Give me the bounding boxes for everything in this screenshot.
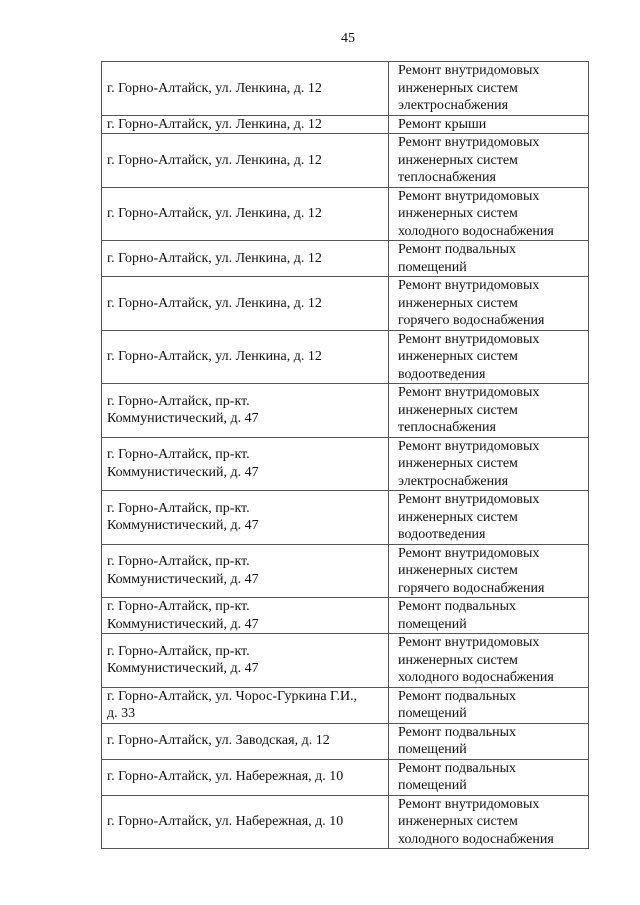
address-cell-line: г. Горно-Алтайск, ул. Ленкина, д. 12 bbox=[107, 295, 322, 311]
table-row bbox=[102, 330, 589, 384]
work-type-cell bbox=[389, 759, 589, 795]
work-type-cell-line: Ремонт подвальных bbox=[398, 599, 517, 614]
address-cell-line: г. Горно-Алтайск, ул. Ленкина, д. 12 bbox=[107, 206, 322, 221]
address-cell bbox=[102, 330, 389, 384]
work-type-cell bbox=[389, 723, 589, 759]
work-type-cell bbox=[389, 187, 589, 241]
work-type-cell-line: инженерных систем bbox=[398, 814, 518, 829]
work-type-cell-line: Ремонт подвальных bbox=[398, 760, 517, 776]
address-cell bbox=[102, 277, 389, 331]
address-cell bbox=[102, 115, 389, 134]
address-cell-line: г. Горно-Алтайск, пр-кт. bbox=[107, 500, 250, 516]
table-row bbox=[102, 62, 589, 116]
work-type-cell-line: Ремонт крыши bbox=[398, 116, 487, 132]
work-type-cell-line: горячего водоснабжения bbox=[398, 313, 545, 328]
address-cell-line: г. Горно-Алтайск, пр-кт. bbox=[107, 643, 250, 659]
table-row bbox=[102, 384, 589, 438]
work-type-cell-line: водоотведения bbox=[398, 527, 486, 542]
table-row bbox=[102, 795, 589, 849]
work-type-cell-line: холодного водоснабжения bbox=[398, 831, 554, 847]
address-cell-line: г. Горно-Алтайск, ул. Ленкина, д. 12 bbox=[107, 250, 322, 266]
address-cell bbox=[102, 759, 389, 795]
work-type-cell-line: инженерных систем bbox=[398, 456, 518, 471]
address-cell-line: Коммунистический, д. 47 bbox=[107, 571, 259, 587]
work-type-cell-line: помещений bbox=[398, 706, 467, 721]
work-type-cell-line: инженерных систем bbox=[398, 349, 518, 364]
work-type-cell-line: Ремонт внутридомовых bbox=[398, 278, 540, 293]
table-row bbox=[102, 491, 589, 545]
work-type-cell bbox=[389, 687, 589, 723]
work-type-cell-line: помещений bbox=[398, 616, 467, 632]
work-type-cell bbox=[389, 277, 589, 331]
table-row bbox=[102, 759, 589, 795]
work-type-cell-line: Ремонт внутридомовых bbox=[398, 796, 540, 812]
address-cell-line: г. Горно-Алтайск, пр-кт. bbox=[107, 393, 250, 409]
work-type-cell-line: Ремонт внутридомовых bbox=[398, 331, 540, 347]
address-cell-line: д. 33 bbox=[107, 706, 136, 721]
address-cell-line: г. Горно-Алтайск, ул. Чорос-Гуркина Г.И., bbox=[107, 688, 358, 704]
work-type-cell bbox=[389, 491, 589, 545]
address-cell-line: г. Горно-Алтайск, ул. Набережная, д. 10 bbox=[107, 769, 344, 785]
address-cell bbox=[102, 491, 389, 545]
address-cell-line: г. Горно-Алтайск, пр-кт. bbox=[107, 554, 250, 570]
work-type-cell-line: Ремонт внутридомовых bbox=[398, 188, 540, 204]
work-type-cell bbox=[389, 330, 589, 384]
work-type-cell-line: инженерных систем bbox=[398, 152, 518, 168]
work-type-cell-line: электроснабжения bbox=[398, 473, 509, 489]
address-cell bbox=[102, 437, 389, 491]
work-type-cell bbox=[389, 634, 589, 688]
address-cell-line: г. Горно-Алтайск, пр-кт. bbox=[107, 447, 250, 463]
work-type-cell-line: Ремонт подвальных bbox=[398, 688, 517, 704]
work-type-cell-line: инженерных систем bbox=[398, 402, 518, 418]
work-type-cell-line: Ремонт внутридомовых bbox=[398, 438, 540, 454]
work-type-cell bbox=[389, 598, 589, 634]
address-cell bbox=[102, 62, 389, 116]
work-type-cell-line: помещений bbox=[398, 742, 467, 757]
address-cell bbox=[102, 598, 389, 634]
table-row bbox=[102, 277, 589, 331]
address-cell-line: г. Горно-Алтайск, ул. Заводская, д. 12 bbox=[107, 733, 330, 749]
work-type-cell bbox=[389, 134, 589, 188]
work-type-cell bbox=[389, 544, 589, 598]
address-cell bbox=[102, 687, 389, 723]
table-row bbox=[102, 437, 589, 491]
work-type-cell-line: Ремонт внутридомовых bbox=[398, 385, 540, 400]
table-row bbox=[102, 187, 589, 241]
address-cell-line: Коммунистический, д. 47 bbox=[107, 411, 259, 427]
work-type-cell-line: Ремонт подвальных bbox=[398, 242, 517, 257]
work-type-cell-line: инженерных систем bbox=[398, 206, 518, 221]
table-row bbox=[102, 241, 589, 277]
address-cell-line: г. Горно-Алтайск, ул. Ленкина, д. 12 bbox=[107, 152, 322, 168]
address-cell-line: г. Горно-Алтайск, ул. Набережная, д. 10 bbox=[107, 814, 344, 829]
table-row bbox=[102, 598, 589, 634]
repair-works-table bbox=[101, 61, 589, 849]
work-type-cell-line: помещений bbox=[398, 259, 467, 275]
work-type-cell bbox=[389, 384, 589, 438]
address-cell bbox=[102, 187, 389, 241]
address-cell-line: г. Горно-Алтайск, ул. Ленкина, д. 12 bbox=[107, 80, 322, 96]
address-cell bbox=[102, 795, 389, 849]
work-type-cell-line: водоотведения bbox=[398, 366, 486, 382]
work-type-cell-line: инженерных систем bbox=[398, 652, 518, 668]
address-cell-line: Коммунистический, д. 47 bbox=[107, 661, 259, 677]
address-cell bbox=[102, 384, 389, 438]
address-cell bbox=[102, 634, 389, 688]
work-type-cell-line: инженерных систем bbox=[398, 295, 518, 311]
address-cell-line: Коммунистический, д. 47 bbox=[107, 518, 259, 534]
work-type-cell-line: инженерных систем bbox=[398, 509, 518, 525]
address-cell-line: г. Горно-Алтайск, пр-кт. bbox=[107, 599, 250, 614]
work-type-cell bbox=[389, 795, 589, 849]
page-number: 45 bbox=[341, 31, 355, 46]
address-cell bbox=[102, 544, 389, 598]
work-type-cell-line: помещений bbox=[398, 778, 467, 793]
address-cell bbox=[102, 723, 389, 759]
address-cell-line: Коммунистический, д. 47 bbox=[107, 464, 259, 480]
work-type-cell-line: Ремонт внутридомовых bbox=[398, 635, 540, 650]
table-row bbox=[102, 687, 589, 723]
work-type-cell bbox=[389, 62, 589, 116]
table-row bbox=[102, 634, 589, 688]
work-type-cell-line: Ремонт внутридомовых bbox=[398, 545, 540, 561]
work-type-cell-line: электроснабжения bbox=[398, 98, 509, 113]
address-cell bbox=[102, 241, 389, 277]
work-type-cell-line: холодного водоснабжения bbox=[398, 223, 554, 239]
work-type-cell-line: горячего водоснабжения bbox=[398, 580, 545, 596]
table-row bbox=[102, 723, 589, 759]
address-cell bbox=[102, 134, 389, 188]
work-type-cell-line: теплоснабжения bbox=[398, 420, 496, 435]
work-type-cell-line: Ремонт подвальных bbox=[398, 724, 517, 740]
work-type-cell-line: Ремонт внутридомовых bbox=[398, 492, 540, 507]
table-row bbox=[102, 115, 589, 134]
work-type-cell-line: инженерных систем bbox=[398, 563, 518, 578]
work-type-cell-line: холодного водоснабжения bbox=[398, 670, 554, 685]
work-type-cell-line: теплоснабжения bbox=[398, 170, 496, 185]
work-type-cell-line: Ремонт внутридомовых bbox=[398, 63, 540, 78]
table-row bbox=[102, 544, 589, 598]
address-cell-line: г. Горно-Алтайск, ул. Ленкина, д. 12 bbox=[107, 116, 322, 132]
work-type-cell-line: инженерных систем bbox=[398, 80, 518, 96]
table-row bbox=[102, 134, 589, 188]
address-cell-line: г. Горно-Алтайск, ул. Ленкина, д. 12 bbox=[107, 349, 322, 364]
work-type-cell bbox=[389, 241, 589, 277]
work-type-cell bbox=[389, 115, 589, 134]
work-type-cell-line: Ремонт внутридомовых bbox=[398, 135, 540, 150]
address-cell-line: Коммунистический, д. 47 bbox=[107, 616, 259, 632]
work-type-cell bbox=[389, 437, 589, 491]
